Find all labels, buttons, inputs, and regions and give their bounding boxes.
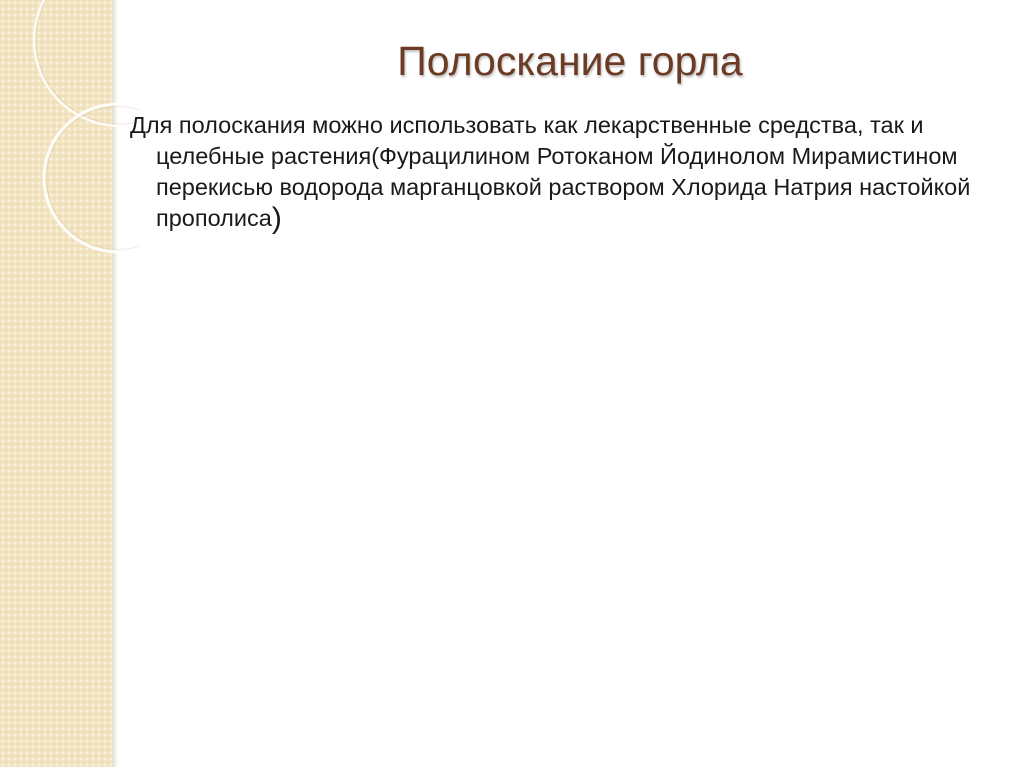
slide-title: Полоскание горла (397, 38, 743, 84)
slide-body-text (130, 110, 1024, 234)
body-text-content: Для полоскания можно использовать как лекарственные средства, так и целебные растения(Фурацилином Ротоканом Йодинолом Мирамистином перекисью водорода марганцовкой раствором Хлорида Натрия настойкой прополиса (130, 112, 971, 231)
decorative-rings-icon (0, 0, 140, 260)
body-text-close-paren: ) (271, 202, 282, 235)
